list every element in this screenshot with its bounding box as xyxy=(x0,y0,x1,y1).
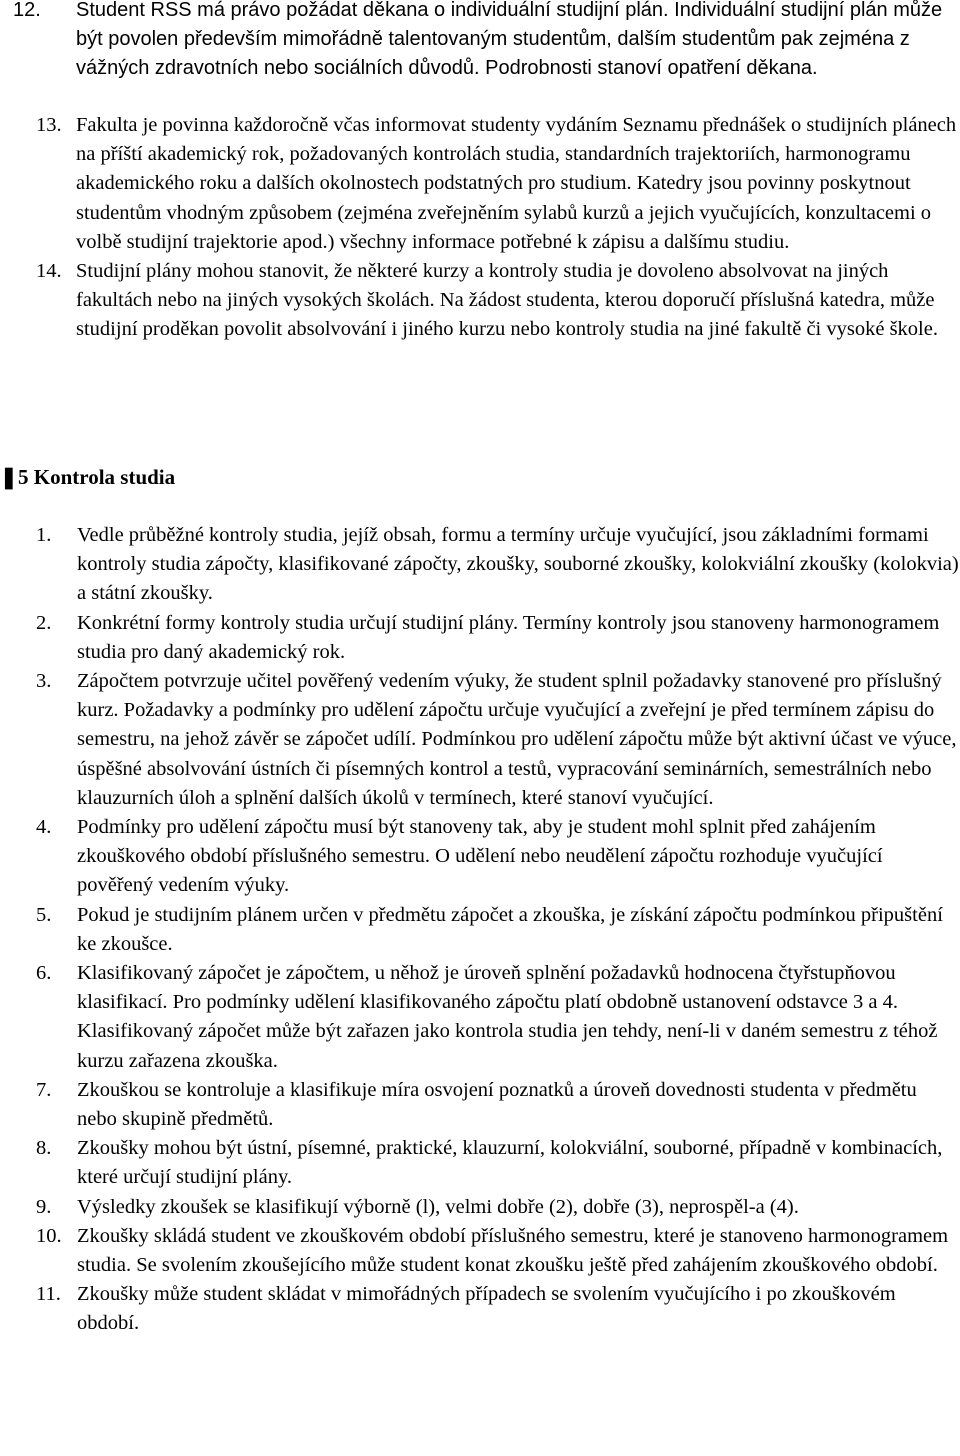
item-text: Zkoušky může student skládat v mimořádných případech se svolením vyučujícího i po zkouškovém období. xyxy=(77,1283,896,1335)
item-text: Výsledky zkoušek se klasifikují výborně (l), velmi dobře (2), dobře (3), neprospěl-a (4). xyxy=(77,1195,799,1218)
list-item xyxy=(36,111,960,257)
section-heading xyxy=(0,462,175,492)
item-number: 2. xyxy=(36,611,52,634)
item-number: 14. xyxy=(36,260,62,283)
item-number: 8. xyxy=(36,1137,52,1160)
item-number: 1. xyxy=(36,524,52,546)
item-text: Zkoušky skládá student ve zkouškovém období příslušného semestru, které je stanoveno harmonogramem studia. Se svolením zkoušejícího může student konat zkoušku ještě před zahájením zkouškového období. xyxy=(77,1224,949,1277)
item-text: Student RSS má právo požádat děkana o individuální studijní plán. Individuální studijní plán může být povolen především mimořádně talentovaným studentům, dalším studentům pak zejména z vážných zdravotních nebo sociálních důvodů. Podrobnosti stanoví opatření děkana. xyxy=(76,0,943,79)
list-item xyxy=(36,1193,960,1222)
item-text: Vedle průběžné kontroly studia, jejíž obsah, formu a termíny určuje vyučující, jsou základními formami kontroly studia zápočty, klasifikované zápočty, zkoušky, souborné zkoušky, kolokviální zkoušky (kolokvia) a státní zkoušky. xyxy=(77,524,959,605)
list-item xyxy=(36,1280,960,1338)
section-title: 5 Kontrola studia xyxy=(18,465,176,489)
item-number: 5. xyxy=(36,903,52,926)
top-numbered-list xyxy=(13,0,957,83)
list-item xyxy=(36,667,960,813)
item-text: Podmínky pro udělení zápočtu musí být stanoveny tak, aby je student mohl splnit před zahájením zkouškového období příslušného semestru. O udělení nebo neudělení zápočtu rozhoduje vyučující pověřený vedením výuky. xyxy=(77,816,883,897)
list-item xyxy=(36,521,960,609)
item-text: Pokud je studijním plánem určen v předmětu zápočet a zkouška, je získání zápočtu podmínkou připuštění ke zkoušce. xyxy=(77,903,943,955)
item-text: Zkoušky mohou být ústní, písemné, praktické, klauzurní, kolokviální, souborné, případně v kombinacích, které určují studijní plány. xyxy=(77,1137,943,1189)
item-number: 10. xyxy=(36,1224,62,1247)
item-text: Zkouškou se kontroluje a klasifikuje míra osvojení poznatků a úroveň dovednosti studenta v předmětu nebo skupině předmětů. xyxy=(77,1078,917,1131)
list-item xyxy=(36,609,960,667)
item-number: 12. xyxy=(13,0,41,21)
list-item xyxy=(36,813,960,901)
mid-numbered-list xyxy=(36,111,960,345)
item-number: 9. xyxy=(36,1195,52,1218)
item-text: Konkrétní formy kontroly studia určují studijní plány. Termíny kontroly jsou stanoveny harmonogramem studia pro daný akademický rok. xyxy=(77,611,940,663)
list-item xyxy=(36,959,960,1076)
item-number: 7. xyxy=(36,1078,52,1101)
item-number: 3. xyxy=(36,670,52,693)
list-item xyxy=(36,901,960,959)
item-text: Zápočtem potvrzuje učitel pověřený vedením výuky, že student splnil požadavky stanovené pro příslušný kurz. Požadavky a podmínky pro udělení zápočtu určuje vyučující a zveřejní je před termínem zápisu do semestru, na jehož závěr se zápočet udílí. Podmínkou pro udělení zápočtu může být aktivní účast ve výuce, úspěšné absolvování ústních či písemných kontrol a testů, vypracování seminárních, semestrálních nebo klauzurních úloh a splnění dalších úkolů v termínech, které stanoví vyučující. xyxy=(77,670,957,809)
list-item xyxy=(36,257,960,345)
list-item xyxy=(36,1222,960,1280)
item-number: 13. xyxy=(36,114,62,136)
item-text: Klasifikovaný zápočet je zápočtem, u něhož je úroveň splnění požadavků hodnocena čtyřstupňovou klasifikací. Pro podmínky udělení klasifikovaného zápočtu platí obdobně ustanovení odstavce 3 a 4. Klasifikovaný zápočet může být zařazen jako kontrola studia jen tehdy, není-li v daném semestru z téhož kurzu zařazena zkouška. xyxy=(77,962,938,1072)
item-number: 11. xyxy=(36,1283,61,1306)
item-text: Studijní plány mohou stanovit, že některé kurzy a kontroly studia je dovoleno absolvovat na jiných fakultách nebo na jiných vysokých školách. Na žádost studenta, kterou doporučí příslušná katedra, může studijní proděkan povolit absolvování i jiného kurzu nebo kontroly studia na jiné fakultě či vysoké škole. xyxy=(76,260,938,341)
item-text: Fakulta je povinna každoročně včas informovat studenty vydáním Seznamu přednášek o studijních plánech na příští akademický rok, požadovaných kontrolách studia, standardních trajektoriích, harmonogramu akademického roku a dalších okolnostech podstatných pro studium. Katedry jsou povinny poskytnout studentům vhodným způsobem (zejména zveřejněním sylabů kurzů a jejich vyučujících, konzultacemi o volbě studijní trajektorie apod.) všechny informace potřebné k zápisu a dalšímu studiu. xyxy=(76,114,957,253)
item-number: 6. xyxy=(36,962,52,985)
item-number: 4. xyxy=(36,816,52,839)
list-item xyxy=(36,1076,960,1134)
section-numbered-list xyxy=(36,521,960,1339)
section-bullet-icon: ❚ xyxy=(0,465,18,489)
list-item xyxy=(36,1134,960,1192)
list-item xyxy=(13,0,957,83)
